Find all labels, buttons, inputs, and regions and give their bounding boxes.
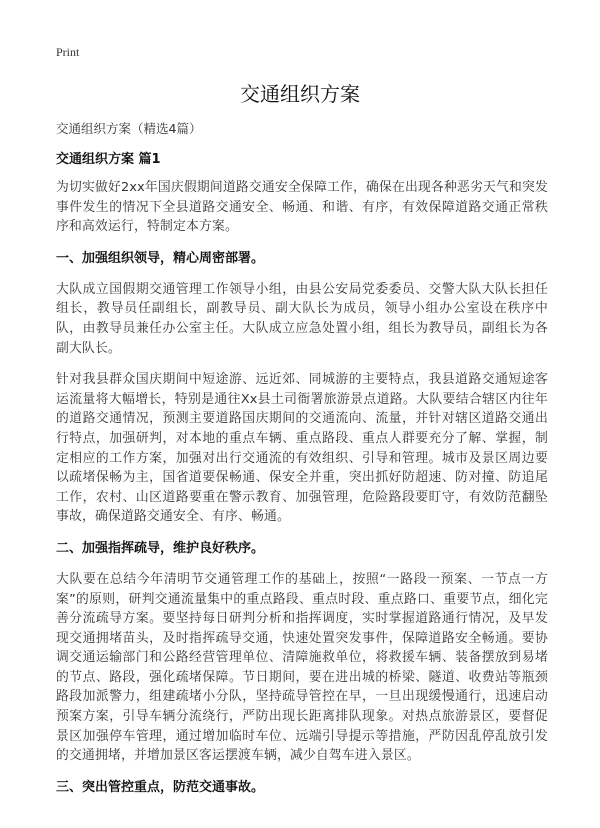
article-heading: 交通组织方案 篇1	[56, 152, 161, 167]
page-title: 交通组织方案	[240, 82, 360, 106]
print-link[interactable]: Print	[56, 45, 80, 59]
section-1-paragraph-1: 大队成立国假期交通管理工作领导小组，由县公安局党委委员、交警大队大队长担任组长，教导员任副组长，副教导员、副大队长为成员，领导小组办公室设在秩序中队，由教导员兼任办公室主任。大队成立应急处置小组，组长为教导员，副组长为各副大队长。	[56, 281, 548, 356]
section-2-paragraph-1: 大队要在总结今年清明节交通管理工作的基础上，按照“一路段一预案、一节点一方案”的原则，研判交通流量集中的重点路段、重点时段、重点路口、重要节点，细化完善分流疏导方案。要坚持每日研判分析和指挥调度，实时掌握道路通行情况，及早发现交通拥堵苗头，及时指挥疏导交通，快速处置突发事件，保障道路安全畅通。要协调交通运输部门和公路经营管理单位、清障施救单位，将救援车辆、装备摆放到易堵的节点、路段，强化疏堵保障。节日期间，要在进出城的桥梁、隧道、收费站等瓶颈路段加派警力，组建疏堵小分队，坚持疏导管控在早，一旦出现缓慢通行，迅速启动预案方案，引导车辆分流绕行，严防出现长距离排队现象。对热点旅游景区，要督促景区加强停车管理，通过增加临时车位、远端引导提示等措施，严防因乱停乱放引发的交通拥堵，并增加景区客运摆渡车辆，减少自驾车进入景区。	[56, 571, 548, 764]
section-2-heading: 二、加强指挥疏导，维护良好秩序。	[56, 540, 265, 556]
section-1-heading: 一、加强组织领导，精心周密部署。	[56, 250, 265, 266]
section-1-paragraph-2: 针对我县群众国庆期间中短途游、远近郊、同城游的主要特点，我县道路交通短途客运流量将大幅增长，特别是通往Xx县土司衙署旅游景点道路。大队要结合辖区内往年的道路交通情况，预测主要道路国庆期间的交通流向、流量，并针对辖区道路交通出行特点，加强研判，对本地的重点车辆、重点路段、重点人群要充分了解、掌握，制定相应的工作方案，加强对出行交通流的有效组织、引导和管理。城市及景区周边要以疏堵保畅为主，国省道要保畅通、保安全并重，突出抓好防超速、防对撞、防追尾工作，农村、山区道路要重在警示教育、加强管理，危险路段要盯守，有效防范翻坠事故，确保道路交通安全、有序、畅通。	[56, 372, 548, 525]
section-3-heading: 三、突出管控重点，防范交通事故。	[56, 779, 265, 795]
document-body	[56, 120, 548, 809]
intro-paragraph: 为切实做好2xx年国庆假期间道路交通安全保障工作，确保在出现各种恶劣天气和突发事件发生的情况下全县道路交通安全、畅通、和谐、有序，有效保障道路交通正常秩序和高效运行，特制定本方案。	[56, 180, 548, 235]
document-subtitle: 交通组织方案（精选4篇）	[56, 121, 202, 136]
